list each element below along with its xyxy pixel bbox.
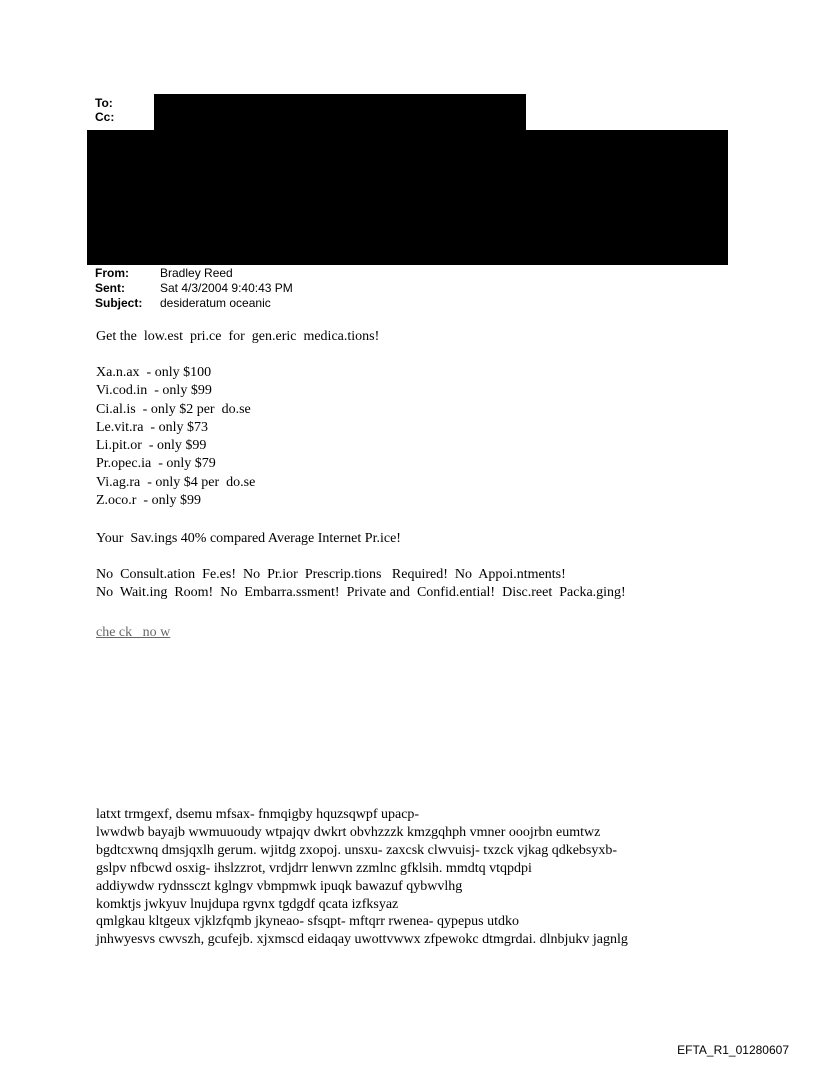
- garbled-line: latxt trmgexf, dsemu mfsax- fnmqigby hquzsqwpf upacp-: [96, 807, 420, 822]
- price-item: Z.oco.r - only $99: [96, 493, 201, 509]
- sent-value: Sat 4/3/2004 9:40:43 PM: [160, 281, 293, 295]
- redaction-to-cc: [154, 94, 526, 132]
- garbled-line: addiywdw rydnssczt kglngv vbmpmwk ipuqk bawazuf qybwvlhg: [96, 878, 463, 894]
- price-item: Ci.al.is - only $2 per do.se: [96, 401, 251, 417]
- benefit-line: No Consult.ation Fe.es! No Pr.ior Prescrip.tions Required! No Appoi.ntments!: [96, 567, 566, 582]
- garbled-line: bgdtcxwnq dmsjqxlh gerum. wjitdg zxopoj. unsxu- zaxcsk clwvuisj- txzck vjkag qdkebsyxb-: [96, 842, 618, 858]
- benefits: [96, 566, 626, 603]
- savings-line: Your Sav.ings 40% compared Average Internet Pr.ice!: [96, 531, 401, 546]
- price-item: Li.pit.or - only $99: [96, 438, 207, 454]
- subject-label: Subject:: [95, 296, 143, 310]
- garbled-line: jnhwyesvs cwvszh, gcufejb. xjxmscd eidaqay uwottvwwx zfpewokc dtmgrdai. dlnbjukv jagnlg: [96, 932, 628, 948]
- garbled-line: gslpv nfbcwd osxig- ihslzzrot, vrdjdrr lenwvn zzmlnc gfklsih. mmdtq vtqpdpi: [96, 860, 532, 876]
- price-item: Le.vit.ra - only $73: [96, 419, 208, 435]
- garbled-line: qmlgkau kltgeux vjklzfqmb jkyneao- sfsqpt- mftqrr rwenea- qypepus utdko: [96, 914, 520, 930]
- price-list: [96, 364, 255, 510]
- to-label: To:: [95, 96, 113, 110]
- garbled-line: lwwdwb bayajb wwmuuoudy wtpajqv dwkrt obvhzzzk kmzgqhph vmner ooojrbn eumtwz: [96, 824, 601, 840]
- from-value: Bradley Reed: [160, 266, 233, 280]
- price-item: Vi.cod.in - only $99: [96, 383, 212, 399]
- document-id: EFTA_R1_01280607: [677, 1043, 789, 1057]
- price-item: Pr.opec.ia - only $79: [96, 456, 216, 472]
- price-item: Xa.n.ax - only $100: [96, 365, 212, 380]
- price-item: Vi.ag.ra - only $4 per do.se: [96, 474, 256, 490]
- benefit-line: No Wait.ing Room! No Embarra.ssment! Private and Confid.ential! Disc.reet Packa.ging!: [96, 585, 626, 601]
- redaction-block: [87, 130, 728, 265]
- cc-label: Cc:: [95, 110, 115, 124]
- check-now-link[interactable]: che ck no w: [96, 625, 171, 640]
- from-label: From:: [95, 266, 129, 280]
- intro-line: Get the low.est pri.ce for gen.eric medica.tions!: [96, 329, 380, 344]
- sent-label: Sent:: [95, 281, 125, 295]
- subject-value: desideratum oceanic: [160, 296, 271, 310]
- garbled-line: komktjs jwkyuv lnujdupa rgvnx tgdgdf qcata izfksyaz: [96, 896, 399, 912]
- garbled-text: [96, 806, 628, 949]
